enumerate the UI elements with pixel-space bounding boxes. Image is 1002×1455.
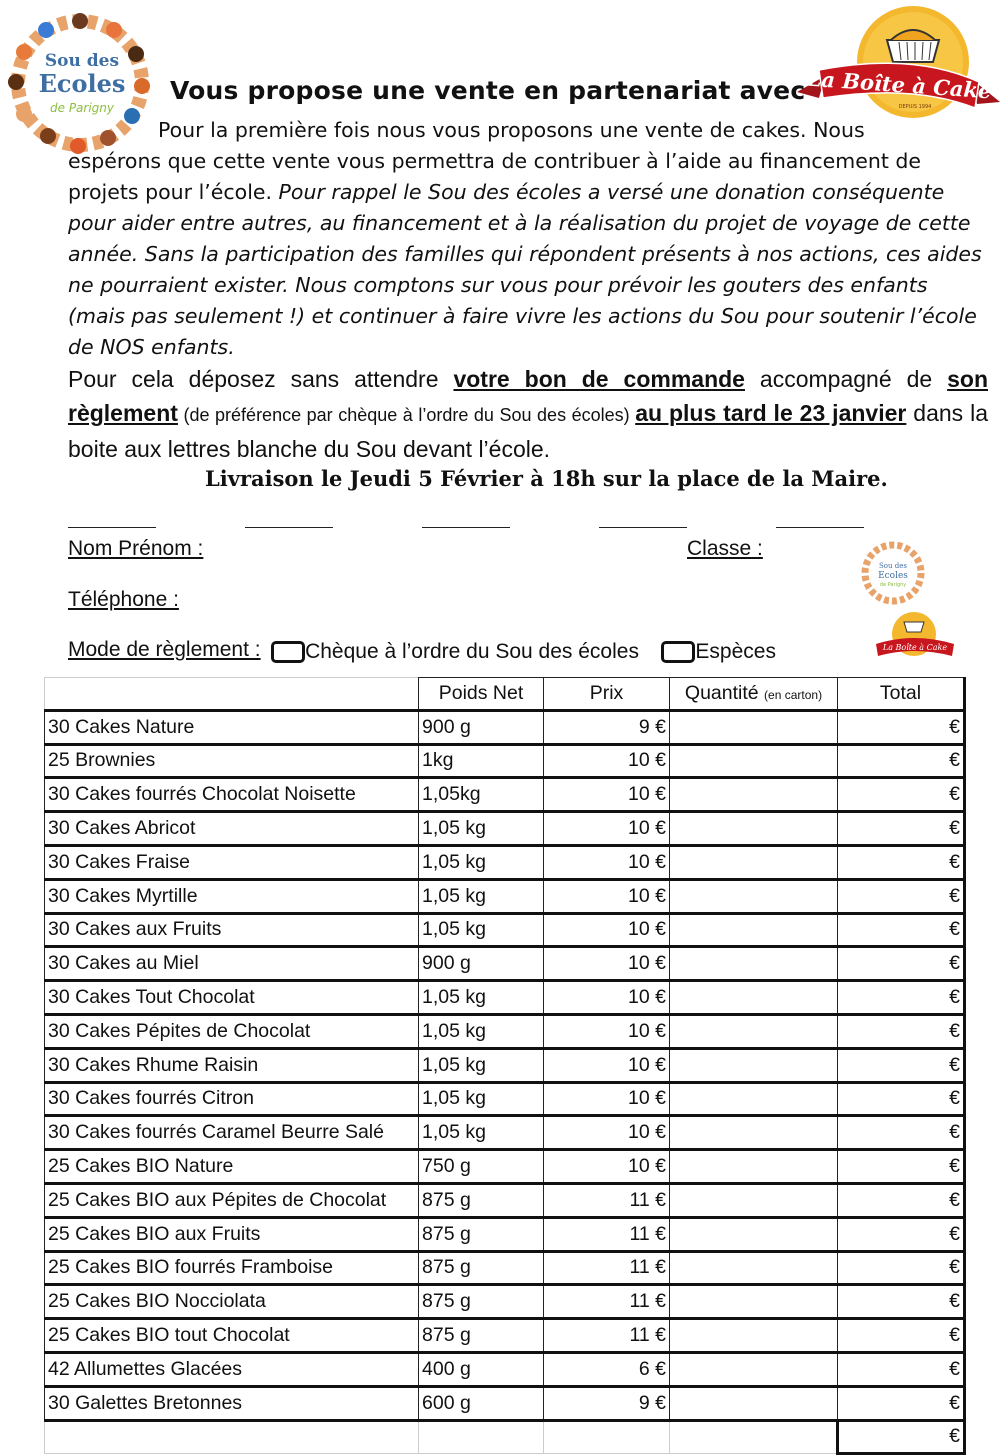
product-name: 42 Allumettes Glacées <box>45 1352 419 1386</box>
table-row <box>45 1048 965 1082</box>
quantity-input-cell[interactable] <box>670 1319 838 1353</box>
product-name: 30 Cakes Abricot <box>45 812 419 846</box>
header-total: Total <box>838 678 965 711</box>
product-price: 10 € <box>544 1014 670 1048</box>
header-product <box>45 678 419 711</box>
blank-line <box>245 527 333 528</box>
product-weight: 875 g <box>419 1319 544 1353</box>
line-total-cell[interactable]: € <box>838 1386 965 1420</box>
quantity-input-cell[interactable] <box>670 879 838 913</box>
grand-total-row <box>45 1420 965 1454</box>
table-row <box>45 744 965 778</box>
quantity-input-cell[interactable] <box>670 1048 838 1082</box>
svg-text:La Boîte à Cake: La Boîte à Cake <box>805 65 993 104</box>
line-total-cell[interactable]: € <box>838 1048 965 1082</box>
quantity-input-cell[interactable] <box>670 744 838 778</box>
product-name: 25 Cakes BIO tout Chocolat <box>45 1319 419 1353</box>
product-price: 10 € <box>544 879 670 913</box>
product-weight: 1,05 kg <box>419 1082 544 1116</box>
product-name: 25 Cakes BIO aux Pépites de Chocolat <box>45 1183 419 1217</box>
line-total-cell[interactable]: € <box>838 1251 965 1285</box>
empty-cell <box>419 1420 544 1454</box>
quantity-input-cell[interactable] <box>670 812 838 846</box>
header-quantity-note: (en carton) <box>764 687 823 702</box>
product-price: 11 € <box>544 1251 670 1285</box>
product-price: 10 € <box>544 744 670 778</box>
cta-emphasis-order-form: votre bon de commande <box>453 366 745 392</box>
intro-italic-text: Pour rappel le Sou des écoles a versé une donation conséquente pour aider entre autres, au financement et à la réalisation du projet de voyage de cette année. Sans la participation des familles qui répondent présents à nos actions, ces aides ne pourraient exister. Nous comptons sur vous pour prévoir les gouters des enfants (mais pas seulement !) et continuer à faire vivre les actions du Sou pour soutenir l’école de NOS enfants. <box>68 180 982 359</box>
quantity-input-cell[interactable] <box>670 845 838 879</box>
table-row <box>45 913 965 947</box>
line-total-cell[interactable]: € <box>838 879 965 913</box>
product-name: 30 Cakes aux Fruits <box>45 913 419 947</box>
intro-paragraph <box>68 115 988 363</box>
quantity-input-cell[interactable] <box>670 710 838 744</box>
table-row <box>45 710 965 744</box>
product-weight: 1,05 kg <box>419 879 544 913</box>
svg-text:La Boîte à Cake: La Boîte à Cake <box>882 643 948 652</box>
svg-text:Ecoles: Ecoles <box>38 69 126 98</box>
quantity-input-cell[interactable] <box>670 913 838 947</box>
table-row <box>45 981 965 1015</box>
table-row <box>45 845 965 879</box>
table-row <box>45 812 965 846</box>
svg-text:Sou des: Sou des <box>879 562 907 570</box>
line-total-cell[interactable]: € <box>838 744 965 778</box>
product-name: 30 Cakes au Miel <box>45 947 419 981</box>
table-row <box>45 1082 965 1116</box>
svg-text:de Parigny: de Parigny <box>879 582 907 588</box>
product-name: 30 Cakes Nature <box>45 710 419 744</box>
line-total-cell[interactable]: € <box>838 1352 965 1386</box>
cta-text-1: Pour cela déposez sans attendre <box>68 366 454 392</box>
cake-badge-icon <box>795 2 1002 122</box>
line-total-cell[interactable]: € <box>838 1150 965 1184</box>
product-weight: 400 g <box>419 1352 544 1386</box>
page-headline: Vous propose une vente en partenariat avec <box>170 76 806 105</box>
svg-text:Sou des: Sou des <box>44 51 120 71</box>
product-price: 10 € <box>544 981 670 1015</box>
la-boite-a-cake-logo <box>795 2 1002 122</box>
product-price: 6 € <box>544 1352 670 1386</box>
product-price: 10 € <box>544 947 670 981</box>
product-price: 10 € <box>544 1150 670 1184</box>
header-quantity-label: Quantité <box>684 681 759 704</box>
quantity-input-cell[interactable] <box>670 778 838 812</box>
line-total-cell[interactable]: € <box>838 1319 965 1353</box>
product-weight: 1,05 kg <box>419 1048 544 1082</box>
quantity-input-cell[interactable] <box>670 1183 838 1217</box>
empty-cell <box>544 1420 670 1454</box>
order-table <box>44 677 966 1455</box>
line-total-cell[interactable]: € <box>838 778 965 812</box>
svg-text:DEPUIS 1994: DEPUIS 1994 <box>898 104 932 110</box>
phone-field-label[interactable]: Téléphone : <box>68 588 179 611</box>
table-row <box>45 1217 965 1251</box>
empty-cell <box>670 1420 838 1454</box>
product-weight: 1kg <box>419 744 544 778</box>
product-weight: 875 g <box>419 1251 544 1285</box>
grand-total-cell[interactable]: € <box>838 1420 965 1454</box>
line-total-cell[interactable]: € <box>838 845 965 879</box>
la-boite-a-cake-logo-small <box>872 610 958 662</box>
product-weight: 750 g <box>419 1150 544 1184</box>
product-price: 11 € <box>544 1183 670 1217</box>
blank-line <box>422 527 510 528</box>
table-row <box>45 1386 965 1420</box>
payment-method-row <box>68 638 776 664</box>
quantity-input-cell[interactable] <box>670 1352 838 1386</box>
quantity-input-cell[interactable] <box>670 1251 838 1285</box>
table-row <box>45 1150 965 1184</box>
product-price: 10 € <box>544 845 670 879</box>
product-weight: 1,05kg <box>419 778 544 812</box>
product-weight: 1,05 kg <box>419 913 544 947</box>
cash-checkbox[interactable] <box>661 641 695 663</box>
line-total-cell[interactable]: € <box>838 981 965 1015</box>
line-total-cell[interactable]: € <box>838 913 965 947</box>
line-total-cell[interactable]: € <box>838 1183 965 1217</box>
product-name: 30 Galettes Bretonnes <box>45 1386 419 1420</box>
product-name: 25 Cakes BIO aux Fruits <box>45 1217 419 1251</box>
cta-text-3: dans la boite aux lettres blanche du Sou devant l’école. <box>68 400 988 462</box>
product-weight: 875 g <box>419 1285 544 1319</box>
blank-line <box>776 527 864 528</box>
payment-method-label: Mode de règlement : <box>68 638 261 661</box>
empty-cell <box>45 1420 419 1454</box>
quantity-input-cell[interactable] <box>670 1386 838 1420</box>
table-row <box>45 1285 965 1319</box>
line-total-cell[interactable]: € <box>838 947 965 981</box>
table-row <box>45 1014 965 1048</box>
product-price: 10 € <box>544 1082 670 1116</box>
product-name: 30 Cakes Rhume Raisin <box>45 1048 419 1082</box>
sou-des-ecoles-logo-small <box>858 538 928 608</box>
product-name: 30 Cakes fourrés Caramel Beurre Salé <box>45 1116 419 1150</box>
table-row <box>45 947 965 981</box>
product-weight: 600 g <box>419 1386 544 1420</box>
product-price: 11 € <box>544 1285 670 1319</box>
delivery-notice: Livraison le Jeudi 5 Février à 18h sur la place de la Maire. <box>205 466 888 491</box>
product-price: 10 € <box>544 1048 670 1082</box>
quantity-input-cell[interactable] <box>670 981 838 1015</box>
product-price: 10 € <box>544 778 670 812</box>
line-total-cell[interactable]: € <box>838 1217 965 1251</box>
line-total-cell[interactable]: € <box>838 1014 965 1048</box>
product-weight: 900 g <box>419 947 544 981</box>
product-weight: 1,05 kg <box>419 812 544 846</box>
product-name: 30 Cakes Fraise <box>45 845 419 879</box>
product-price: 11 € <box>544 1217 670 1251</box>
table-row <box>45 1352 965 1386</box>
product-weight: 1,05 kg <box>419 981 544 1015</box>
product-weight: 875 g <box>419 1217 544 1251</box>
line-total-cell[interactable]: € <box>838 1285 965 1319</box>
table-row <box>45 1251 965 1285</box>
intro-plain-text: espérons que cette vente vous permettra de contribuer à l’aide au financement de projets pour l’école. <box>68 149 922 204</box>
table-row <box>45 778 965 812</box>
product-price: 10 € <box>544 812 670 846</box>
product-price: 10 € <box>544 1116 670 1150</box>
table-row <box>45 1183 965 1217</box>
instructions-paragraph <box>68 362 988 466</box>
quantity-input-cell[interactable] <box>670 1082 838 1116</box>
product-weight: 1,05 kg <box>419 845 544 879</box>
blank-line <box>68 527 156 528</box>
product-weight: 875 g <box>419 1183 544 1217</box>
blank-line <box>599 527 687 528</box>
product-name: 25 Cakes BIO Nocciolata <box>45 1285 419 1319</box>
product-price: 9 € <box>544 710 670 744</box>
line-total-cell[interactable]: € <box>838 1082 965 1116</box>
cta-emphasis-deadline: au plus tard le 23 janvier <box>635 400 907 426</box>
svg-text:de Parigny: de Parigny <box>50 101 114 115</box>
quantity-input-cell[interactable] <box>670 1116 838 1150</box>
header-price: Prix <box>544 678 670 711</box>
table-row <box>45 1319 965 1353</box>
table-row <box>45 1116 965 1150</box>
cheque-checkbox[interactable] <box>271 641 305 663</box>
product-weight: 900 g <box>419 710 544 744</box>
cake-badge-icon <box>872 610 958 662</box>
product-name: 30 Cakes fourrés Chocolat Noisette <box>45 778 419 812</box>
quantity-input-cell[interactable] <box>670 1150 838 1184</box>
intro-first-line: Pour la première fois nous vous proposons une vente de cakes. Nous <box>158 118 865 142</box>
line-total-cell[interactable]: € <box>838 710 965 744</box>
product-price: 9 € <box>544 1386 670 1420</box>
name-field-label[interactable]: Nom Prénom : <box>68 537 204 560</box>
product-price: 11 € <box>544 1319 670 1353</box>
product-name: 30 Cakes Pépites de Chocolat <box>45 1014 419 1048</box>
product-name: 30 Cakes Myrtille <box>45 879 419 913</box>
svg-text:Ecoles: Ecoles <box>878 571 908 581</box>
cash-option-label[interactable]: Espèces <box>695 639 776 663</box>
product-weight: 1,05 kg <box>419 1116 544 1150</box>
cta-emphasis-payment: son règlement <box>68 366 989 426</box>
cheque-option-label[interactable]: Chèque à l’ordre du Sou des écoles <box>305 639 639 663</box>
kids-circle-icon <box>858 538 928 608</box>
quantity-input-cell[interactable] <box>670 947 838 981</box>
header-weight: Poids Net <box>419 678 544 711</box>
quantity-input-cell[interactable] <box>670 1285 838 1319</box>
class-field-label[interactable]: Classe : <box>687 537 763 560</box>
product-name: 30 Cakes Tout Chocolat <box>45 981 419 1015</box>
line-total-cell[interactable]: € <box>838 812 965 846</box>
cta-text-2: accompagné de <box>744 366 948 392</box>
quantity-input-cell[interactable] <box>670 1014 838 1048</box>
product-name: 25 Brownies <box>45 744 419 778</box>
quantity-input-cell[interactable] <box>670 1217 838 1251</box>
product-weight: 1,05 kg <box>419 1014 544 1048</box>
table-header-row <box>45 678 965 711</box>
table-row <box>45 879 965 913</box>
product-price: 10 € <box>544 913 670 947</box>
product-name: 25 Cakes BIO Nature <box>45 1150 419 1184</box>
line-total-cell[interactable]: € <box>838 1116 965 1150</box>
product-name: 30 Cakes fourrés Citron <box>45 1082 419 1116</box>
header-quantity <box>670 678 838 711</box>
product-name: 25 Cakes BIO fourrés Framboise <box>45 1251 419 1285</box>
cta-payment-note: (de préférence par chèque à l’ordre du Sou des écoles) <box>177 405 636 425</box>
